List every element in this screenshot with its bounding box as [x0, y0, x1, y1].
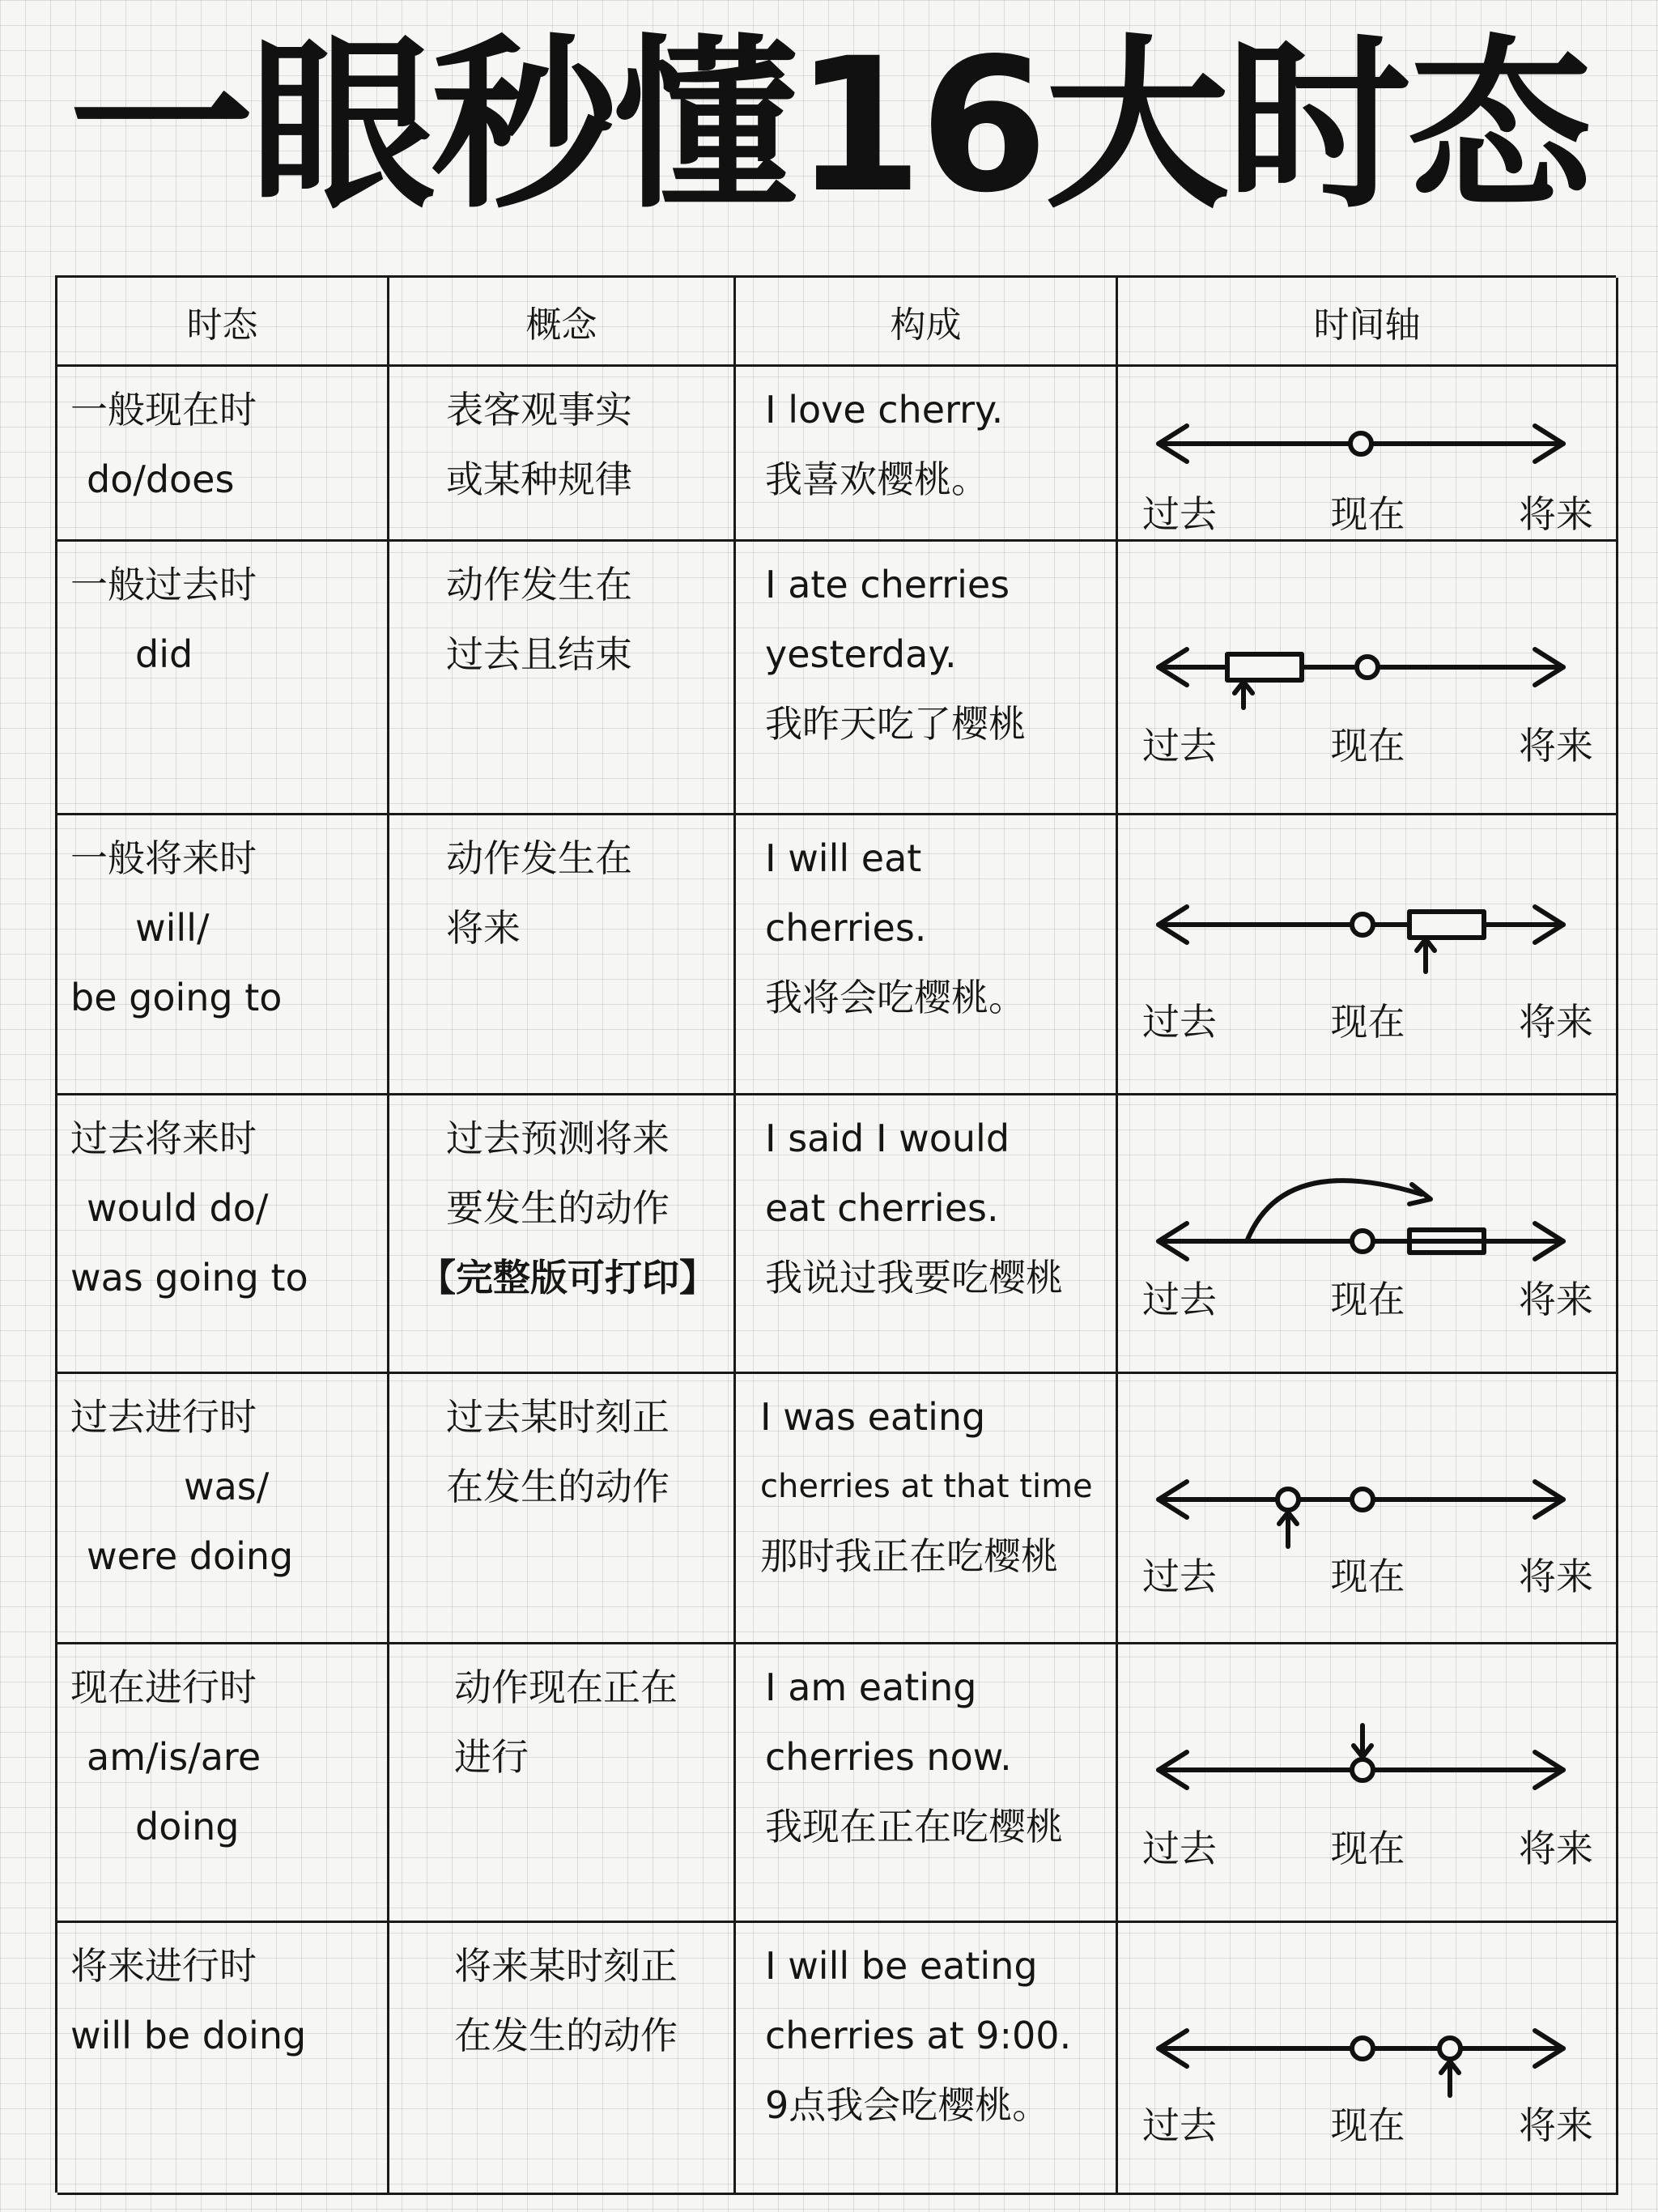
example-translation: 我昨天吃了樱桃	[765, 702, 1026, 746]
example-sentence: I will eat	[765, 836, 922, 880]
label-future: 将来	[1519, 2104, 1593, 2147]
concept-line: 要发生的动作	[446, 1186, 670, 1230]
example-translation: 那时我正在吃樱桃	[760, 1534, 1058, 1578]
tense-form: do/does	[87, 457, 235, 501]
timeline-labels	[1142, 2101, 1593, 2150]
timeline-diagram	[1142, 395, 1596, 492]
concept-cell	[389, 1095, 736, 1374]
timeline-diagram	[1142, 1120, 1596, 1266]
now-point	[1350, 433, 1371, 454]
timeline-diagram	[1142, 619, 1596, 716]
tense-cell	[57, 367, 389, 542]
now-point	[1352, 1489, 1373, 1510]
tense-cell	[57, 1374, 389, 1644]
past-moment-point	[1278, 1489, 1299, 1510]
label-present: 现在	[1330, 724, 1405, 768]
label-present: 现在	[1330, 492, 1405, 536]
example-translation: 我喜欢樱桃。	[765, 457, 988, 501]
tense-form: would do/	[87, 1186, 269, 1230]
timeline-diagram	[1142, 1451, 1596, 1548]
tense-form: doing	[135, 1805, 240, 1848]
tense-cell	[57, 1923, 389, 2195]
timeline-cell	[1118, 367, 1618, 542]
concept-line: 进行	[454, 1735, 529, 1779]
now-point	[1352, 1231, 1373, 1252]
timeline-labels	[1142, 490, 1593, 538]
concept-line: 过去某时刻正	[446, 1395, 670, 1439]
tense-form: will/	[135, 906, 210, 950]
now-point	[1352, 1759, 1373, 1780]
timeline-cell	[1118, 1095, 1618, 1374]
timeline-labels	[1142, 1552, 1593, 1601]
concept-line: 将来某时刻正	[454, 1944, 678, 1988]
concept-cell	[389, 367, 736, 542]
tense-cell	[57, 542, 389, 815]
form-cell	[736, 1644, 1118, 1923]
concept-line: 表客观事实	[446, 388, 632, 432]
label-past: 过去	[1142, 492, 1217, 536]
tense-form: was/	[184, 1465, 270, 1508]
tense-name: 一般将来时	[70, 836, 257, 880]
label-present: 现在	[1330, 1278, 1405, 1321]
example-sentence: cherries now.	[765, 1735, 1012, 1779]
example-sentence: I will be eating	[765, 1944, 1038, 1988]
label-past: 过去	[1142, 724, 1217, 768]
header-form: 构成	[736, 278, 1118, 367]
concept-cell	[389, 815, 736, 1095]
label-future: 将来	[1519, 724, 1593, 768]
label-past: 过去	[1142, 1000, 1217, 1044]
now-point	[1352, 914, 1373, 935]
timeline-labels	[1142, 721, 1593, 770]
future-moment-point	[1439, 2038, 1460, 2059]
header-tense: 时态	[57, 278, 389, 367]
example-sentence: I said I would	[765, 1117, 1010, 1160]
concept-cell	[389, 1923, 736, 2195]
form-cell	[736, 815, 1118, 1095]
label-future: 将来	[1519, 1000, 1593, 1044]
label-past: 过去	[1142, 1827, 1217, 1870]
example-sentence: I was eating	[760, 1395, 986, 1439]
tense-cell	[57, 815, 389, 1095]
tense-name: 一般过去时	[70, 563, 257, 606]
now-point	[1357, 657, 1378, 678]
tense-form: am/is/are	[87, 1735, 261, 1779]
tense-form: will be doing	[70, 2014, 307, 2057]
label-future: 将来	[1519, 1278, 1593, 1321]
past-event-box	[1227, 654, 1302, 680]
tense-form: be going to	[70, 976, 283, 1019]
timeline-diagram	[1142, 1721, 1596, 1819]
label-present: 现在	[1330, 1000, 1405, 1044]
tense-form: did	[135, 632, 193, 676]
tense-table	[55, 275, 1616, 2193]
concept-line: 动作发生在	[446, 563, 632, 606]
tense-form: were doing	[87, 1534, 294, 1578]
timeline-cell	[1118, 815, 1618, 1095]
timeline-labels	[1142, 1275, 1593, 1324]
header-timeline: 时间轴	[1118, 278, 1618, 367]
label-present: 现在	[1330, 1555, 1405, 1598]
tense-name: 现在进行时	[70, 1665, 257, 1709]
example-sentence: I am eating	[765, 1665, 977, 1709]
page-title: 一眼秒懂16大时态	[69, 18, 1589, 233]
example-sentence: I love cherry.	[765, 388, 1004, 432]
printable-note: 【完整版可打印】	[419, 1256, 716, 1300]
concept-cell	[389, 1644, 736, 1923]
example-sentence: cherries at that time	[760, 1468, 1093, 1505]
concept-cell	[389, 542, 736, 815]
form-cell	[736, 1374, 1118, 1644]
label-past: 过去	[1142, 1278, 1217, 1321]
example-translation: 9点我会吃樱桃。	[765, 2083, 1050, 2127]
tense-name: 过去进行时	[70, 1395, 257, 1439]
tense-form: was going to	[70, 1256, 308, 1300]
concept-cell	[389, 1374, 736, 1644]
timeline-cell	[1118, 1923, 1618, 2195]
tense-name: 过去将来时	[70, 1117, 257, 1160]
concept-line: 在发生的动作	[446, 1465, 670, 1508]
timeline-cell	[1118, 1374, 1618, 1644]
future-event-box	[1409, 912, 1484, 938]
example-sentence: cherries.	[765, 906, 927, 950]
label-future: 将来	[1519, 492, 1593, 536]
label-past: 过去	[1142, 2104, 1217, 2147]
label-present: 现在	[1330, 2104, 1405, 2147]
label-present: 现在	[1330, 1827, 1405, 1870]
example-sentence: cherries at 9:00.	[765, 2014, 1072, 2057]
timeline-cell	[1118, 1644, 1618, 1923]
concept-line: 或某种规律	[446, 457, 632, 501]
concept-line: 动作发生在	[446, 836, 632, 880]
concept-line: 过去预测将来	[446, 1117, 670, 1160]
header-concept: 概念	[389, 278, 736, 367]
now-point	[1352, 2038, 1373, 2059]
form-cell	[736, 1095, 1118, 1374]
example-translation: 我说过我要吃樱桃	[765, 1256, 1063, 1300]
timeline-diagram	[1142, 2000, 1596, 2097]
concept-line: 将来	[446, 906, 521, 950]
example-translation: 我现在正在吃樱桃	[765, 1805, 1063, 1848]
form-cell	[736, 542, 1118, 815]
tense-cell	[57, 1095, 389, 1374]
concept-line: 在发生的动作	[454, 2014, 678, 2057]
concept-line: 过去且结束	[446, 632, 632, 676]
concept-line: 动作现在正在	[454, 1665, 678, 1709]
label-past: 过去	[1142, 1555, 1217, 1598]
example-sentence: I ate cherries	[765, 563, 1010, 606]
timeline-cell	[1118, 542, 1618, 815]
form-cell	[736, 1923, 1118, 2195]
label-future: 将来	[1519, 1555, 1593, 1598]
form-cell	[736, 367, 1118, 542]
example-sentence: eat cherries.	[765, 1186, 999, 1230]
prediction-curve-arrow	[1248, 1180, 1422, 1240]
example-translation: 我将会吃樱桃。	[765, 976, 1026, 1019]
tense-cell	[57, 1644, 389, 1923]
timeline-labels	[1142, 998, 1593, 1046]
timeline-labels	[1142, 1824, 1593, 1873]
timeline-diagram	[1142, 876, 1596, 973]
tense-name: 一般现在时	[70, 388, 257, 432]
label-future: 将来	[1519, 1827, 1593, 1870]
tense-name: 将来进行时	[70, 1944, 257, 1988]
example-sentence: yesterday.	[765, 632, 957, 676]
